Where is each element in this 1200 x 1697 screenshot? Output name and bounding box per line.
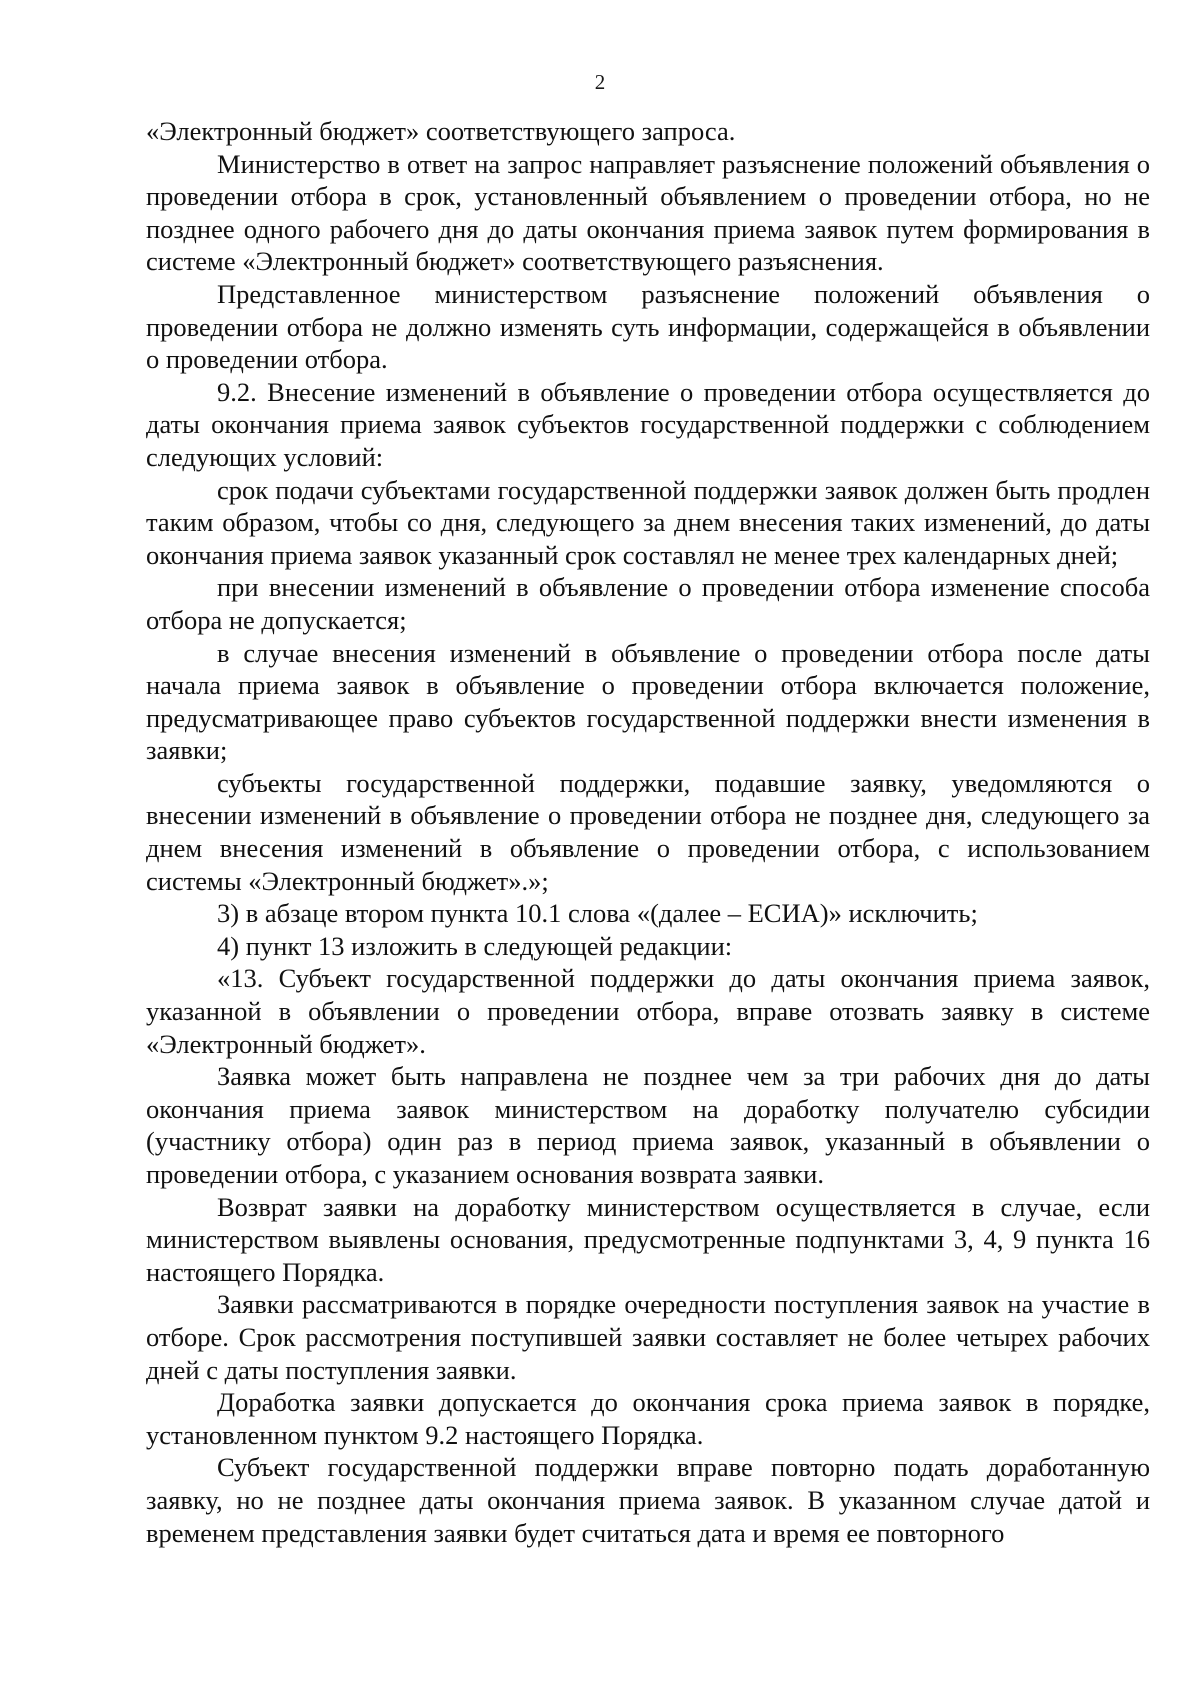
paragraph-6: при внесении изменений в объявление о проведении отбора изменение способа отбора не допускается; [146,572,1150,635]
page-number: 2 [594,70,606,94]
paragraph-1: «Электронный бюджет» соответствующего запроса. [146,116,736,146]
paragraph-16: Субъект государственной поддержки вправе повторно подать доработанную заявку, но не позднее даты окончания приема заявок. В указанном случае датой и временем представления заявки будет считаться дата и время ее повторного [146,1452,1150,1548]
paragraph-10: 4) пункт 13 изложить в следующей редакции: [217,930,733,961]
paragraph-9: 3) в абзаце втором пункта 10.1 слова «(далее – ЕСИА)» исключить; [217,898,978,929]
paragraph-3: Представленное министерством разъяснение положений объявления о проведении отбора не должно изменять суть информации, содержащейся в объявлении о проведении отбора. [146,278,1150,375]
paragraph-12: Заявка может быть направлена не позднее чем за три рабочих дня до даты окончания приема заявок министерством на доработку получателю субсидии (участнику отбора) один раз в период приема заявок, указанный в объявлении о проведении отбора, с указанием основания возврата заявки. [146,1061,1150,1189]
paragraph-7: в случае внесения изменений в объявление о проведении отбора после даты начала приема заявок в объявление о проведении отбора включается положение, предусматривающее право субъектов государственной поддержки внести изменения в заявки; [146,637,1150,766]
document-body [146,115,1150,1549]
paragraph-11: «13. Субъект государственной поддержки до даты окончания приема заявок, указанной в объявлении о проведении отбора, вправе отозвать заявку в системе «Электронный бюджет». [146,963,1150,1059]
paragraph-5: срок подачи субъектами государственной поддержки заявок должен быть продлен таким образом, чтобы со дня, следующего за днем внесения таких изменений, до даты окончания приема заявок указанный срок составлял не менее трех календарных дней; [146,474,1150,570]
paragraph-2: Министерство в ответ на запрос направляет разъяснение положений объявления о проведении отбора в срок, установленный объявлением о проведении отбора, но не позднее одного рабочего дня до даты окончания приема заявок путем формирования в системе «Электронный бюджет» соответствующего разъяснения. [146,148,1150,277]
paragraph-8: субъекты государственной поддержки, подавшие заявку, уведомляются о внесении изменений в объявление о проведении отбора не позднее дня, следующего за днем внесения изменений в объявление о проведении отбора, с использованием системы «Электронный бюджет».»; [146,767,1150,896]
paragraph-13: Возврат заявки на доработку министерством осуществляется в случае, если министерством выявлены основания, предусмотренные подпунктами 3, 4, 9 пункта 16 настоящего Порядка. [146,1191,1150,1287]
paragraph-15: Доработка заявки допускается до окончания срока приема заявок в порядке, установленном пунктом 9.2 настоящего Порядка. [146,1387,1150,1450]
paragraph-14: Заявки рассматриваются в порядке очередности поступления заявок на участие в отборе. Срок рассмотрения поступившей заявки составляет не более четырех рабочих дней с даты поступления заявки. [146,1289,1150,1385]
paragraph-4: 9.2. Внесение изменений в объявление о проведении отбора осуществляется до даты окончания приема заявок субъектов государственной поддержки с соблюдением следующих условий: [146,376,1150,472]
